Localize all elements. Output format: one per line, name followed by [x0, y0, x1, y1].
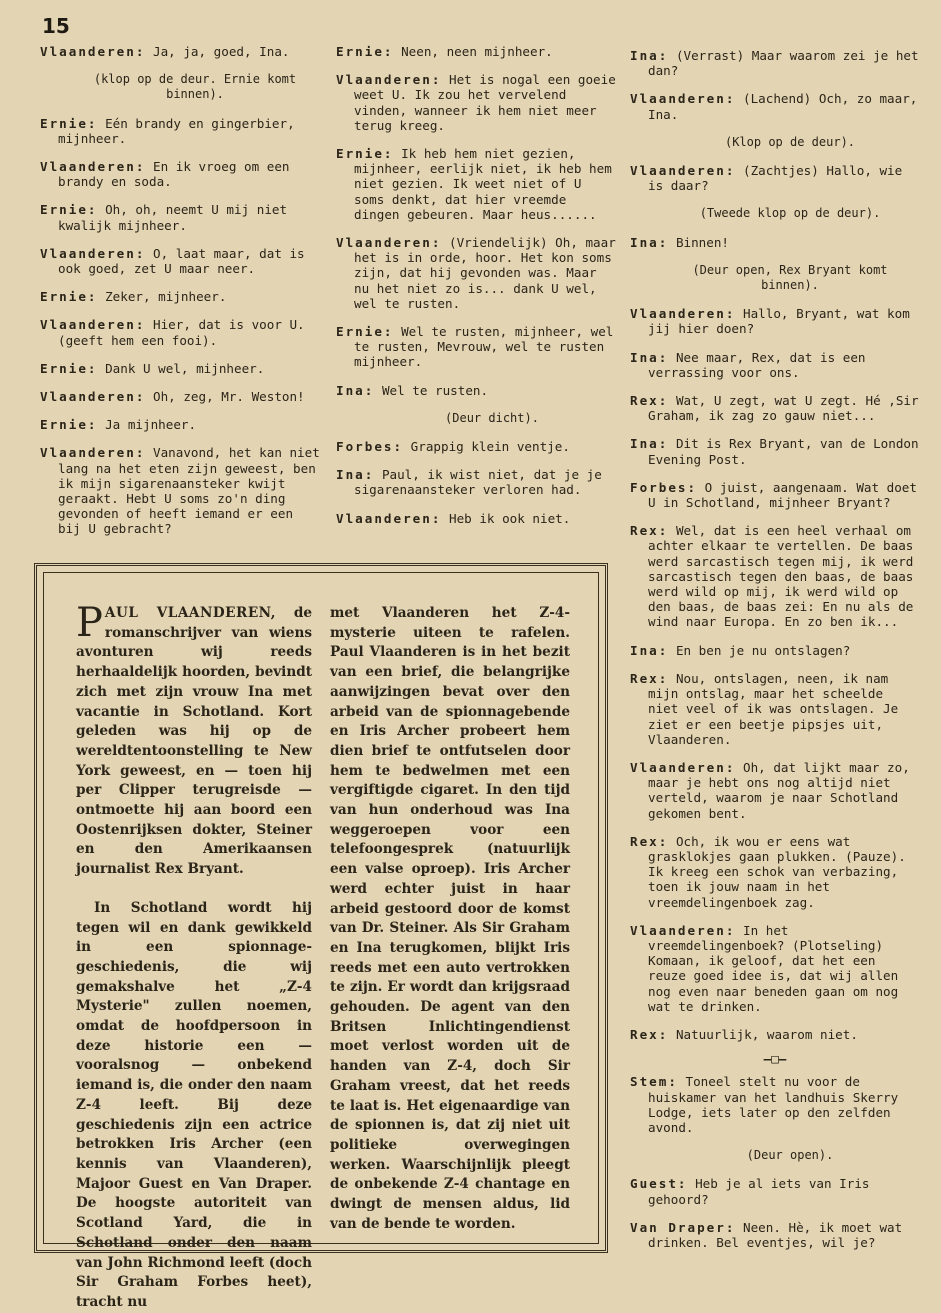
page-number: 15	[42, 14, 70, 38]
dialogue-line	[40, 361, 320, 376]
dialogue-text: Heb ik ook niet.	[449, 510, 571, 526]
drop-cap: P	[76, 600, 103, 646]
speaker-name: Vlaanderen:	[336, 510, 442, 526]
speaker-name: Ernie:	[40, 115, 98, 131]
speaker-name: Ina:	[336, 467, 375, 483]
speaker-name: Vlaanderen:	[630, 922, 736, 938]
speaker-name: Vlaanderen:	[336, 235, 442, 251]
speaker-name: Ina:	[336, 382, 375, 398]
dialogue-line	[630, 834, 920, 910]
speaker-name: Rex:	[630, 393, 669, 409]
stage-direction: (Tweede klop op de deur).	[699, 206, 881, 221]
dialogue-line	[40, 202, 320, 232]
dialogue-line	[630, 760, 920, 821]
speaker-name: Ernie:	[40, 360, 98, 376]
dialogue-line	[40, 445, 320, 536]
dialogue-line	[40, 246, 320, 276]
dialogue-text: Paul, ik wist niet, dat je je sigarenaansteker verloren had.	[354, 467, 602, 498]
dialogue-line	[40, 289, 320, 304]
dialogue-line	[336, 467, 618, 497]
dialogue-line	[630, 91, 920, 121]
dialogue-text: Nou, ontslagen, neen, ik nam mijn ontslag, maar het scheelde niet veel of ik was ontslagen. Je ziet er een beetje pipsjes uit, Vlaanderen.	[648, 670, 899, 747]
dialogue-line	[336, 72, 618, 133]
dialogue-text: Oh, zeg, Mr. Weston!	[153, 389, 305, 405]
dialogue-line	[630, 923, 920, 1014]
dialogue-line	[630, 1027, 920, 1042]
dialogue-line	[630, 350, 920, 380]
stage-direction: (Deur open).	[746, 1148, 834, 1163]
dialogue-line	[336, 439, 618, 454]
dialogue-text: Hallo, Bryant, wat kom jij hier doen?	[648, 306, 910, 337]
dialogue-line	[630, 643, 920, 658]
dialogue-column-3	[630, 48, 920, 1263]
dialogue-line	[336, 235, 618, 311]
summary-left-column	[76, 600, 312, 1313]
dialogue-text: Nee maar, Rex, dat is een verrassing voor ons.	[648, 349, 866, 380]
dialogue-line	[40, 417, 320, 432]
dialogue-line	[336, 324, 618, 370]
dialogue-line	[336, 44, 618, 59]
dialogue-text: Het is nogal een goeie weet U. Ik zou het vervelend vinden, wanneer ik hem niet meer terug kreeg.	[354, 72, 616, 133]
dialogue-text: Dit is Rex Bryant, van de London Evening Post.	[648, 436, 919, 467]
dialogue-text: (Verrast) Maar waarom zei je het dan?	[648, 48, 919, 79]
dialogue-text: Toneel stelt nu voor de huiskamer van het landhuis Skerry Lodge, iets later op den zelfden avond.	[648, 1074, 899, 1135]
speaker-name: Stem:	[630, 1074, 678, 1090]
dialogue-text: Och, ik wou er eens wat grasklokjes gaan plukken. (Pauze). Ik kreeg een schok van verbazing, toen ik jouw naam in het vreemdelingenboek zag.	[648, 833, 906, 910]
summary-right-column	[330, 604, 570, 1235]
speaker-name: Ernie:	[336, 44, 394, 59]
summary-paragraph-3: met Vlaanderen het Z-4-mysterie uiteen te rafelen. Paul Vlaanderen is in het bezit van een brief, die belangrijke aanwijzingen bevat over den arbeid van de spionnagebende en Iris Archer probeert hem dien brief te ontfutselen door hem te bedwelmen met een vergiftigde cigaret. In den tijd van hun onderhoud was Ina weggeroepen voor een telefoongesprek (natuurlijk een valse oproep). Iris Archer werd echter juist in haar arbeid gestoord door de komst van Dr. Steiner. Als Sir Graham en Ina terugkomen, blijkt Iris reeds met een auto vertrokken te zijn. Er wordt dan krijgsraad gehouden. De agent van den Britsen Inlichtingendienst moet verlost worden uit de handen van Z-4, doch Sir Graham vreest, dat het reeds te laat is. Het eigenaardige van de spionnen is, dat zij niet uit politieke overwegingen werken. Waarschijnlijk pleegt de onbekende Z-4 chantage en dwingt de mensen aldus, lid van de bende te worden.	[330, 605, 570, 1232]
dialogue-line	[630, 393, 920, 423]
speaker-name: Vlaanderen:	[630, 163, 736, 179]
speaker-name: Ernie:	[336, 324, 394, 340]
dialogue-line	[336, 146, 618, 222]
dialogue-line	[630, 1176, 920, 1206]
dialogue-line	[630, 1220, 920, 1250]
speaker-name: Vlaanderen:	[40, 44, 146, 59]
speaker-name: Ernie:	[40, 202, 98, 218]
speaker-name: Vlaanderen:	[630, 759, 736, 775]
dialogue-text: Ik heb hem niet gezien, mijnheer, eerlijk niet, ik heb hem niet gezien. Ik weet niet of U soms denkt, dat hier vreemde dingen gebeuren. Maar heus......	[354, 146, 612, 222]
dialogue-text: Wel, dat is een heel verhaal om achter elkaar te vertellen. De baas werd sarcastisch tegen mij, ik werd sarcastisch tegen den baas, de baas werd wild op mij, ik werd wild op den baas, de baas zei: En nu als de wind naar Europa. En zo ben ik...	[648, 523, 914, 630]
dialogue-text: O juist, aangenaam. Wat doet U in Schotland, mijnheer Bryant?	[648, 479, 917, 511]
dialogue-line	[630, 480, 920, 510]
dialogue-line	[630, 523, 920, 629]
dialogue-text: Ja mijnheer.	[105, 417, 197, 433]
dialogue-text: (Lachend) Och, zo maar, Ina.	[648, 91, 918, 122]
dialogue-text: Neen, neen mijnheer.	[401, 44, 553, 59]
dialogue-text: Heb je al iets van Iris gehoord?	[648, 1176, 870, 1207]
speaker-name: Ernie:	[40, 417, 98, 433]
dialogue-line	[630, 48, 920, 78]
speaker-name: Vlaanderen:	[40, 245, 146, 261]
stage-direction: (Klop op de deur).	[724, 134, 856, 149]
scene-separator: —□—	[763, 1051, 787, 1067]
dialogue-line	[40, 389, 320, 404]
dialogue-line	[336, 511, 618, 526]
dialogue-text: Oh, oh, neemt U mij niet kwalijk mijnheer.	[58, 202, 288, 233]
speaker-name: Vlaanderen:	[336, 72, 442, 88]
dialogue-line	[40, 44, 320, 59]
speaker-name: Vlaanderen:	[40, 389, 146, 405]
dialogue-text: In het vreemdelingenboek? (Plotseling) Komaan, ik geloof, dat het een reuze goed idee is, dat wij allen nog even naar beneden gaan om nog wat te drinken.	[648, 922, 899, 1014]
dialogue-line	[630, 163, 920, 193]
speaker-name: Ernie:	[336, 146, 394, 162]
speaker-name: Ina:	[630, 642, 669, 658]
speaker-name: Forbes:	[336, 439, 404, 455]
summary-paragraph-2: In Schotland wordt hij tegen wil en dank gewikkeld in een spionnage-geschiedenis, die wij gemakshalve het „Z-4 Mysterie" zullen noemen, omdat de hoofdpersoon in deze historie een — vooralsnog — onbekend iemand is, die onder den naam Z-4 leeft. Bij deze geschiedenis zijn een actrice betrokken Iris Archer (een kennis van Vlaanderen), Majoor Guest en Van Draper. De hoogste autoriteit van Scotland Yard, die in Schotland onder den naam van John Richmond leeft (doch Sir Graham Forbes heet), tracht nu	[76, 899, 312, 1310]
speaker-name: Rex:	[630, 1026, 669, 1042]
dialogue-text: Natuurlijk, waarom niet.	[675, 1026, 858, 1042]
speaker-name: Rex:	[630, 670, 669, 686]
dialogue-text: Grappig klein ventje.	[410, 439, 570, 455]
dialogue-line	[40, 116, 320, 146]
speaker-name: Guest:	[630, 1176, 688, 1192]
dialogue-text: En ben je nu ontslagen?	[675, 642, 851, 658]
dialogue-line	[630, 235, 920, 250]
speaker-name: Vlaanderen:	[630, 306, 736, 322]
stage-direction: (Deur dicht).	[445, 410, 539, 425]
dialogue-text: Ja, ja, goed, Ina.	[153, 44, 290, 59]
speaker-name: Forbes:	[630, 479, 698, 495]
dialogue-line	[630, 306, 920, 336]
speaker-name: Ina:	[630, 48, 669, 63]
dialogue-text: Eén brandy en gingerbier, mijnheer.	[58, 115, 295, 146]
dialogue-text: (Vriendelijk) Oh, maar het is in orde, hoor. Het kon soms zijn, dat hij gevonden was. Maar nu het niet zo is... dank U wel, wel te rusten.	[354, 235, 616, 311]
dialogue-line	[630, 436, 920, 466]
dialogue-line	[40, 317, 320, 347]
dialogue-text: Wel te rusten.	[381, 382, 489, 398]
dialogue-text: (Zachtjes) Hallo, wie is daar?	[648, 163, 903, 194]
dialogue-line	[630, 671, 920, 747]
dialogue-text: Vanavond, het kan niet lang na het eten zijn geweest, ben ik mijn sigarenaansteker kwijt geraakt. Hebt U soms zo'n ding gevonden of heeft iemand er een bij U gebracht?	[58, 445, 320, 537]
dialogue-text: O, laat maar, dat is ook goed, zet U maar neer.	[58, 245, 305, 277]
stage-direction: (klop op de deur. Ernie komt binnen).	[93, 72, 297, 102]
dialogue-column-1	[40, 44, 320, 550]
speaker-name: Vlaanderen:	[40, 317, 146, 333]
dialogue-text: En ik vroeg om een brandy en soda.	[58, 159, 290, 190]
speaker-name: Ina:	[630, 349, 669, 365]
dialogue-line	[630, 1074, 920, 1135]
summary-paragraph-1	[76, 600, 312, 880]
speaker-name: Vlaanderen:	[40, 445, 146, 461]
speaker-name: Vlaanderen:	[630, 91, 736, 107]
speaker-name: Ernie:	[40, 289, 98, 305]
dialogue-text: Binnen!	[675, 234, 730, 250]
speaker-name: Rex:	[630, 833, 669, 849]
stage-direction: (Deur open, Rex Bryant komt binnen).	[692, 262, 888, 293]
dialogue-column-2	[336, 44, 618, 539]
dialogue-text: Wel te rusten, mijnheer, wel te rusten, Mevrouw, wel te rusten mijnheer.	[354, 324, 614, 370]
dialogue-text: Dank U wel, mijnheer.	[105, 360, 265, 376]
dialogue-line	[40, 159, 320, 189]
dialogue-text: Hier, dat is voor U. (geeft hem een fooi).	[58, 317, 305, 348]
speaker-name: Ina:	[630, 234, 669, 250]
dialogue-text: Zeker, mijnheer.	[105, 289, 227, 305]
dialogue-text: Wat, U zegt, wat U zegt. Hé ,Sir Graham, ik zag zo gauw niet...	[648, 393, 919, 424]
speaker-name: Rex:	[630, 523, 669, 539]
speaker-name: Vlaanderen:	[40, 159, 146, 175]
summary-lead: AUL VLAANDEREN,	[104, 605, 276, 621]
speaker-name: Van Draper:	[630, 1219, 736, 1235]
summary-paragraph-1-text: de romanschrijver van wiens avonturen wij reeds herhaaldelijk hoorden, bevindt zich met zijn vrouw Ina met vacantie in Schotland. Kort geleden was hij op de wereldtentoonstelling te New York geweest, en — toen hij per Clipper terugreisde — ontmoette hij aan boord een Oostenrijksen dokter, Steiner en den Amerikaansen journalist Rex Bryant.	[76, 605, 312, 878]
dialogue-text: Oh, dat lijkt maar zo, maar je hebt ons nog altijd niet verteld, waarom je naar Schotland gekomen bent.	[648, 759, 910, 821]
dialogue-line	[336, 383, 618, 398]
dialogue-text: Neen. Hè, ik moet wat drinken. Bel eventjes, wil je?	[648, 1219, 903, 1250]
speaker-name: Ina:	[630, 436, 669, 452]
